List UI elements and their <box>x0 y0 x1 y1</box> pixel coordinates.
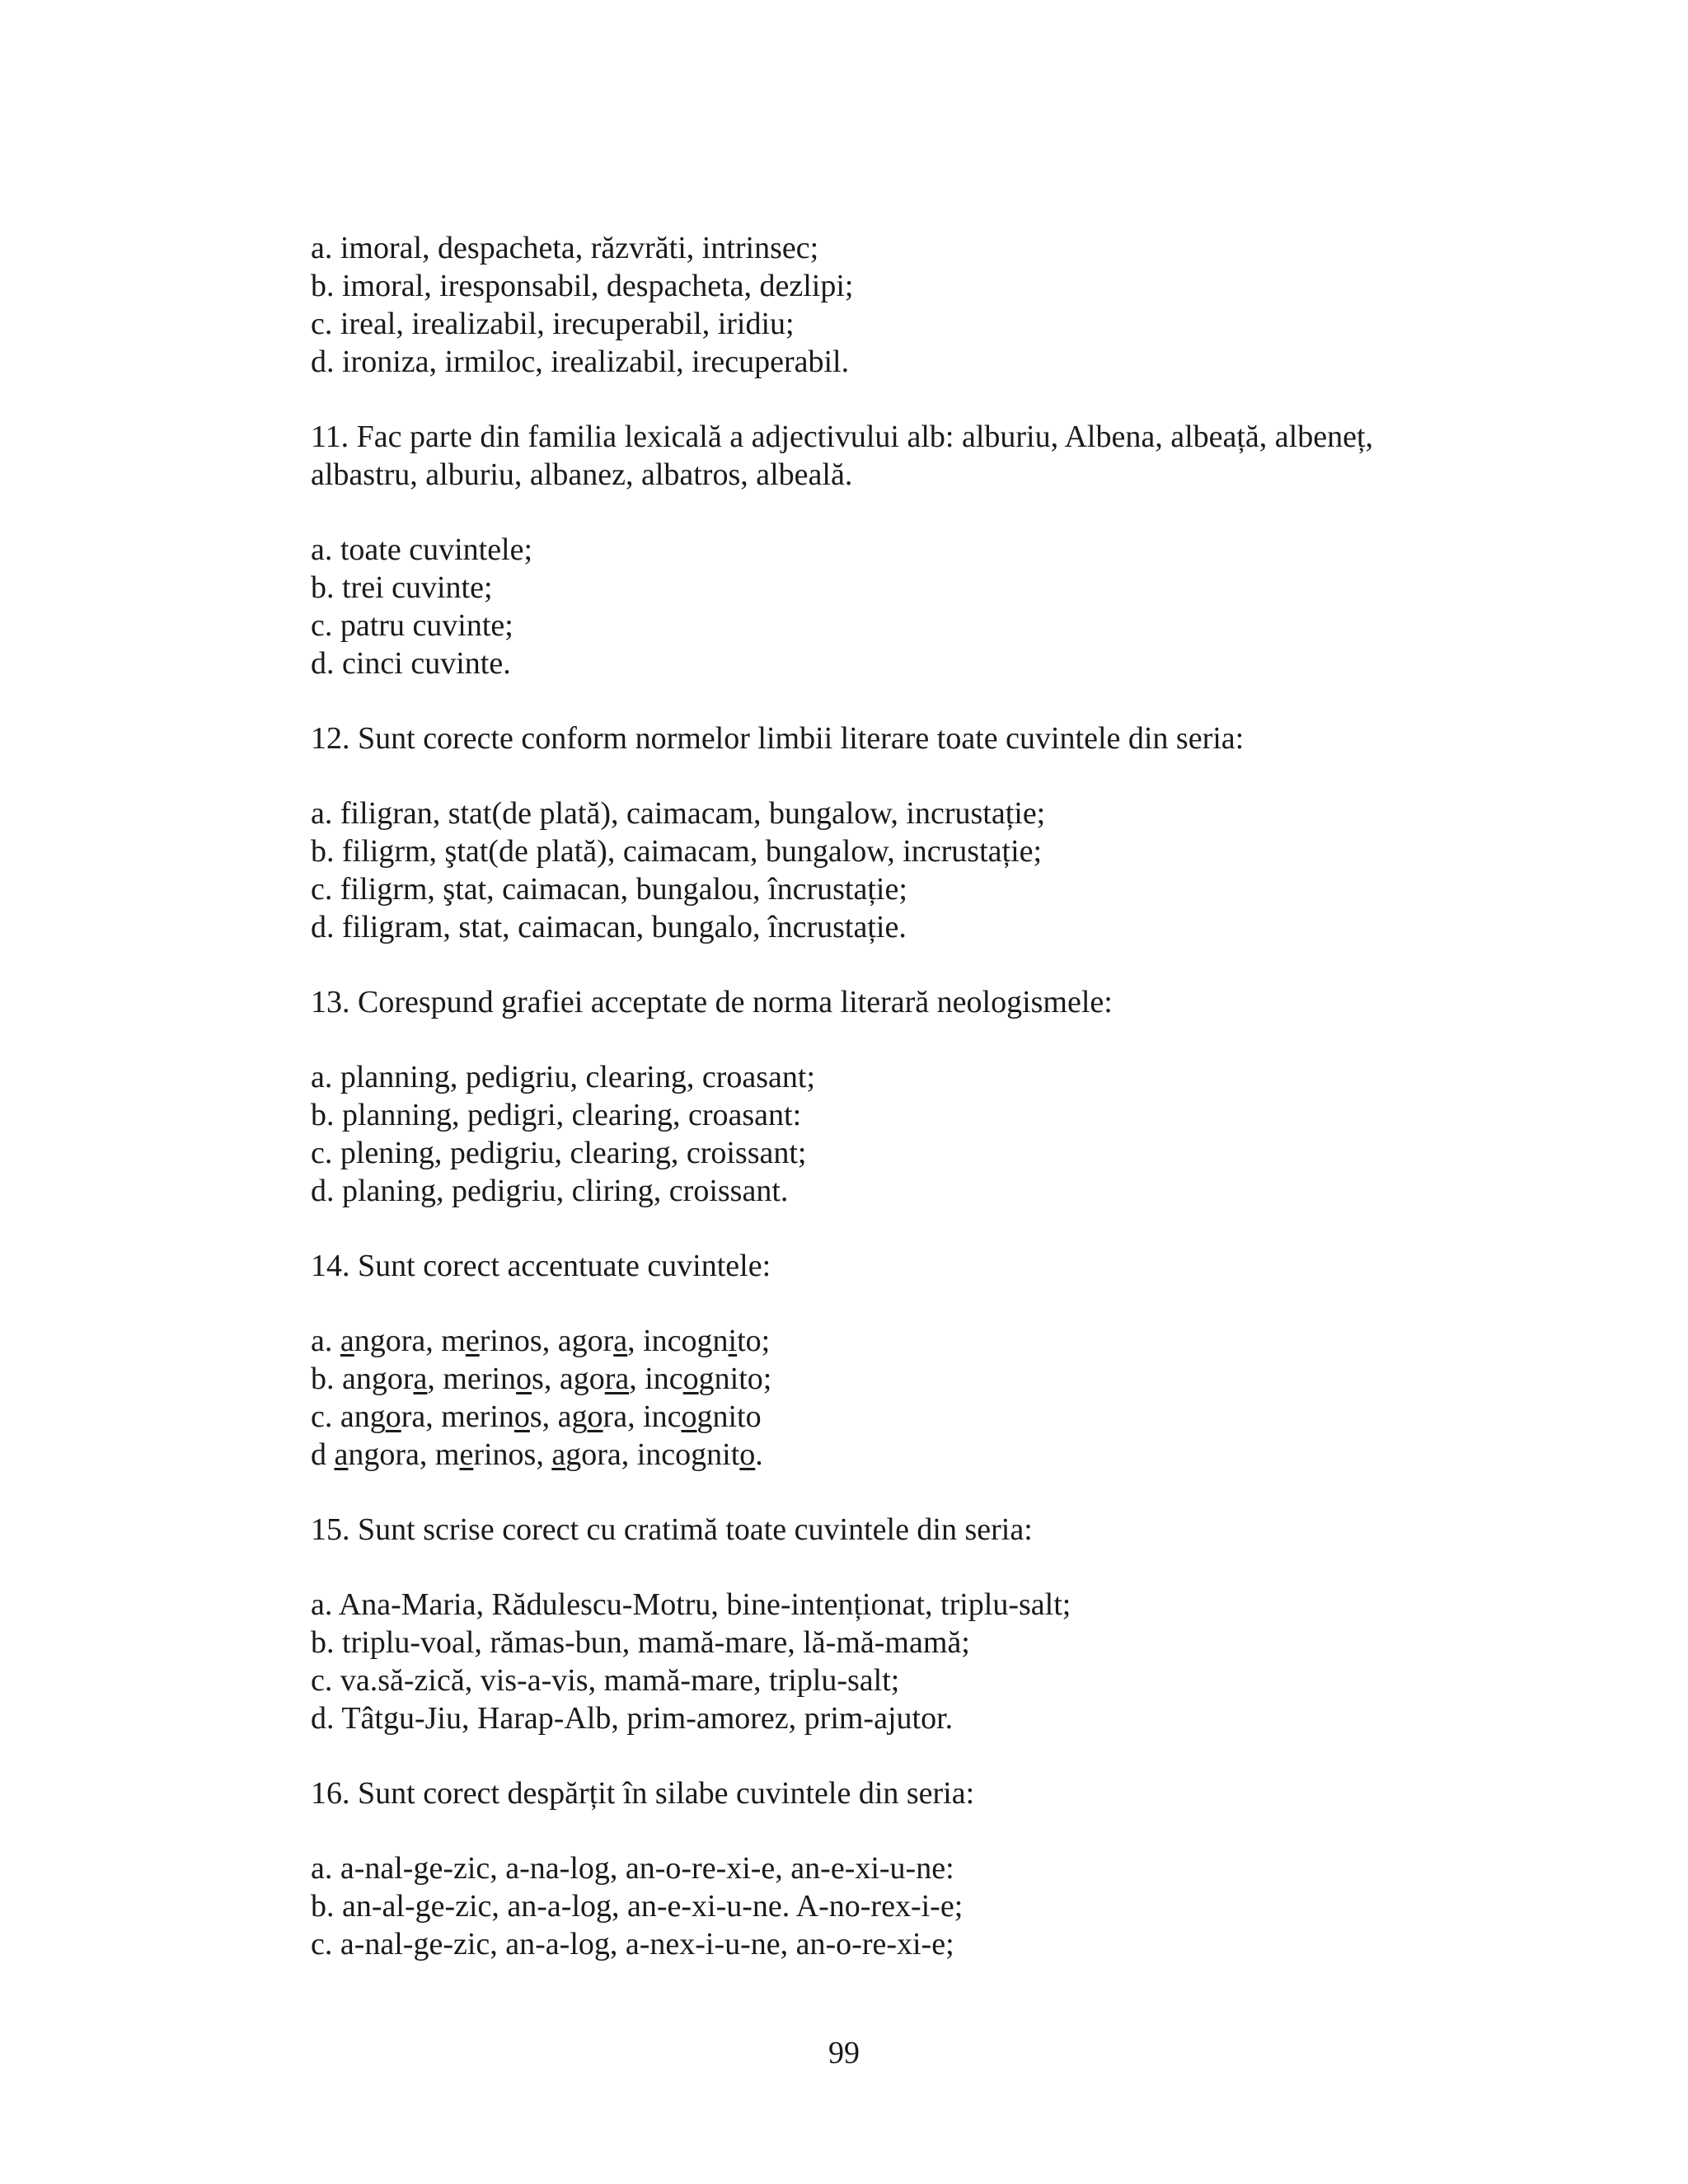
spacer <box>311 1474 1465 1511</box>
option-b: b. planning, pedigri, clearing, croasant: <box>311 1098 802 1132</box>
spacer <box>311 494 1465 531</box>
text-run: s, ago <box>532 1361 605 1396</box>
stressed-letter: ra <box>604 1361 630 1396</box>
text-run: . <box>755 1437 763 1472</box>
stressed-letter: i <box>728 1324 738 1358</box>
text-run: s, ag <box>529 1399 588 1434</box>
option-c: c. va.să-zică, vis-a-vis, mamă-mare, triplu-salt; <box>311 1663 900 1698</box>
text-run: gnito; <box>698 1361 772 1396</box>
question-14-options <box>311 1322 1465 1474</box>
option-b: b. trei cuvinte; <box>311 570 493 605</box>
text-run: c. ang <box>311 1399 386 1434</box>
text-run: gnito <box>696 1399 762 1434</box>
spacer <box>311 757 1465 794</box>
spacer <box>311 1285 1465 1322</box>
text-run: ngora, m <box>348 1437 460 1472</box>
option-c <box>311 1398 1465 1436</box>
question-13-options <box>311 1058 1465 1210</box>
option-c: c. plening, pedigriu, clearing, croissant; <box>311 1136 807 1170</box>
option-d: d. filigram, stat, caimacan, bungalo, încrustație. <box>311 910 907 944</box>
question-12-options <box>311 794 1465 946</box>
question-16-text: 16. Sunt corect despărțit în silabe cuvintele din seria: <box>311 1776 975 1811</box>
text-run: gora, incognit <box>565 1437 740 1472</box>
option-d: d. cinci cuvinte. <box>311 646 511 681</box>
text-run: a. <box>311 1324 340 1358</box>
option-a: a. filigran, stat(de plată), caimacam, bungalow, incrustație; <box>311 796 1046 831</box>
text-run: b. angor <box>311 1361 414 1396</box>
option-b: b. imoral, iresponsabil, despacheta, dezlipi; <box>311 269 854 303</box>
text-run: , incogn <box>627 1324 729 1358</box>
option-a: a. Ana-Maria, Rădulescu-Motru, bine-intenționat, triplu-salt; <box>311 1587 1071 1622</box>
stressed-letter: o <box>682 1361 699 1396</box>
stressed-letter: e <box>459 1437 474 1472</box>
option-c: c. patru cuvinte; <box>311 608 513 643</box>
option-a: a. toate cuvintele; <box>311 532 533 567</box>
question-11-options <box>311 531 1465 682</box>
stressed-letter: a <box>551 1437 566 1472</box>
spacer <box>311 1549 1465 1586</box>
option-d: d. Tâtgu-Jiu, Harap-Alb, prim-amorez, prim-ajutor. <box>311 1701 954 1736</box>
text-run: , merin <box>427 1361 517 1396</box>
stressed-letter: o <box>681 1399 697 1434</box>
question-11-text: 11. Fac parte din familia lexicală a adjectivului alb: alburiu, Albena, albeață, albeneț, albastru, alburiu, albanez, albatros, albeală. <box>311 419 1374 492</box>
text-run: to; <box>737 1324 771 1358</box>
spacer <box>311 1210 1465 1247</box>
question-13-text: 13. Corespund grafiei acceptate de norma literară neologismele: <box>311 985 1113 1019</box>
option-list-top <box>311 229 1465 381</box>
stressed-letter: a <box>413 1361 428 1396</box>
stressed-letter: o <box>516 1361 532 1396</box>
stressed-letter: a <box>613 1324 628 1358</box>
spacer <box>311 1812 1465 1849</box>
option-a: a. imoral, despacheta, răzvrăti, intrinsec; <box>311 231 819 265</box>
stressed-letter: o <box>513 1399 530 1434</box>
stressed-letter: e <box>465 1324 480 1358</box>
spacer <box>311 1737 1465 1774</box>
option-c: c. a-nal-ge-zic, an-a-log, a-nex-i-u-ne, an-o-re-xi-e; <box>311 1927 954 1961</box>
text-run: ra, merin <box>401 1399 514 1434</box>
spacer <box>311 1021 1465 1058</box>
text-run: ra, inc <box>603 1399 682 1434</box>
option-b <box>311 1360 1465 1398</box>
question-15-text: 15. Sunt scrise corect cu cratimă toate cuvintele din seria: <box>311 1512 1033 1547</box>
option-b: b. triplu-voal, rămas-bun, mamă-mare, lă-mă-mamă; <box>311 1625 970 1660</box>
option-a: a. a-nal-ge-zic, a-na-log, an-o-re-xi-e, an-e-xi-u-ne: <box>311 1851 954 1886</box>
text-run: rinos, <box>473 1437 552 1472</box>
option-a: a. planning, pedigriu, clearing, croasant; <box>311 1060 816 1094</box>
document-body <box>311 229 1465 1963</box>
question-12-text: 12. Sunt corecte conform normelor limbii literare toate cuvintele din seria: <box>311 721 1245 756</box>
question-14-text: 14. Sunt corect accentuate cuvintele: <box>311 1249 771 1283</box>
spacer <box>311 682 1465 719</box>
stressed-letter: a <box>334 1437 349 1472</box>
stressed-letter: o <box>739 1437 756 1472</box>
text-run: rinos, agor <box>479 1324 614 1358</box>
stressed-letter: a <box>340 1324 354 1358</box>
question-15-options <box>311 1586 1465 1737</box>
option-c: c. filigrm, ştat, caimacan, bungalou, încrustație; <box>311 872 907 907</box>
option-b: b. an-al-ge-zic, an-a-log, an-e-xi-u-ne. A-no-rex-i-e; <box>311 1889 964 1924</box>
option-a <box>311 1322 1465 1360</box>
spacer <box>311 946 1465 983</box>
stressed-letter: o <box>587 1399 603 1434</box>
option-d <box>311 1436 1465 1474</box>
text-run: ngora, m <box>354 1324 466 1358</box>
stressed-letter: o <box>385 1399 401 1434</box>
option-c: c. ireal, irealizabil, irecuperabil, iridiu; <box>311 307 795 341</box>
text-run: , inc <box>629 1361 683 1396</box>
text-run: d <box>311 1437 335 1472</box>
page-number: 99 <box>828 2036 860 2070</box>
question-16-options <box>311 1849 1465 1963</box>
option-d: d. ironiza, irmiloc, irealizabil, irecuperabil. <box>311 344 850 379</box>
spacer <box>311 381 1465 418</box>
option-b: b. filigrm, ştat(de plată), caimacam, bungalow, incrustație; <box>311 834 1043 869</box>
option-d: d. planing, pedigriu, cliring, croissant. <box>311 1174 789 1208</box>
